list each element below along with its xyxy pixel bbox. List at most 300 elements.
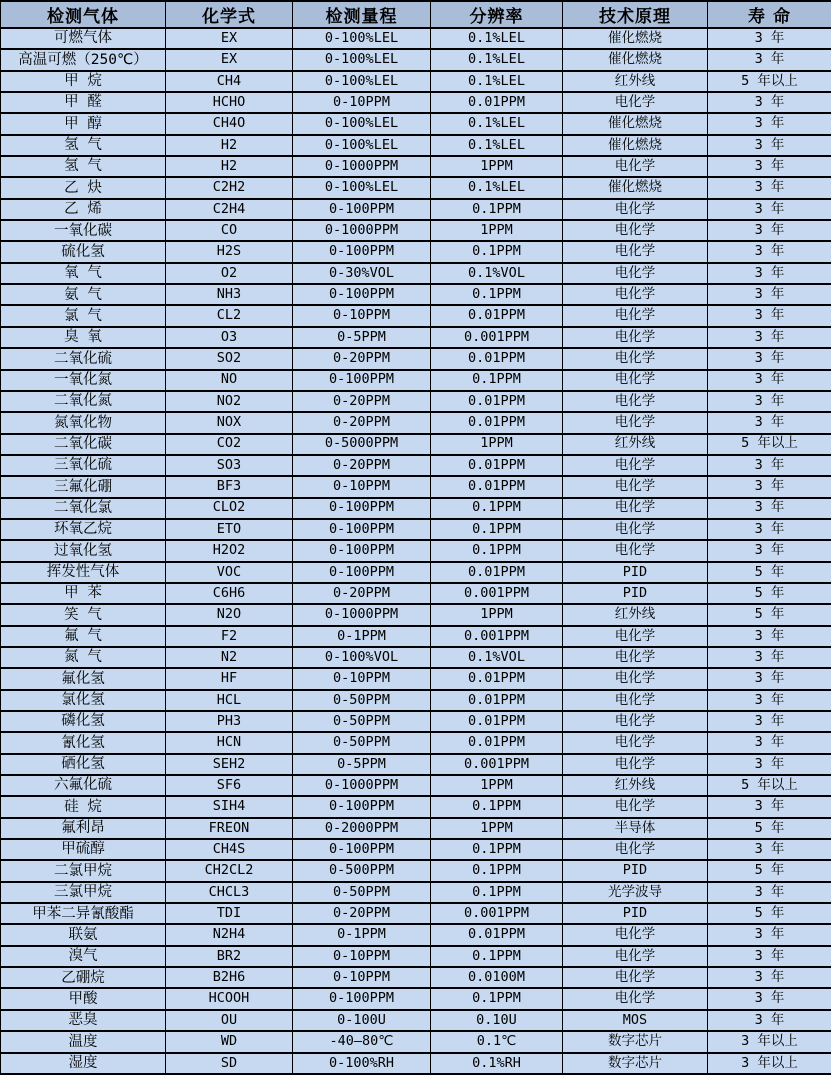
table-row xyxy=(1,49,831,70)
cell-formula: CH4O xyxy=(166,113,293,134)
cell-range: 0-100PPM xyxy=(293,540,431,561)
cell-gas: 环氧乙烷 xyxy=(1,519,166,540)
cell-principle: 电化学 xyxy=(563,839,708,860)
cell-gas: 氮 气 xyxy=(1,647,166,668)
cell-range: 0-100PPM xyxy=(293,562,431,583)
cell-resolution: 0.1PPM xyxy=(431,796,563,817)
cell-resolution: 0.01PPM xyxy=(431,391,563,412)
cell-gas: 二氧化氯 xyxy=(1,498,166,519)
cell-lifespan: 3 年 xyxy=(708,946,831,967)
cell-resolution: 0.01PPM xyxy=(431,92,563,113)
table-row xyxy=(1,946,831,967)
cell-principle: 红外线 xyxy=(563,71,708,92)
cell-lifespan: 3 年 xyxy=(708,391,831,412)
cell-formula: NO2 xyxy=(166,391,293,412)
cell-lifespan: 3 年 xyxy=(708,241,831,262)
cell-principle: 电化学 xyxy=(563,540,708,561)
cell-formula: H2O2 xyxy=(166,540,293,561)
cell-gas: 乙硼烷 xyxy=(1,967,166,988)
cell-range: 0-100PPM xyxy=(293,498,431,519)
cell-gas: 可燃气体 xyxy=(1,28,166,49)
cell-principle: 电化学 xyxy=(563,412,708,433)
cell-lifespan: 3 年 xyxy=(708,732,831,753)
cell-range: 0-1PPM xyxy=(293,924,431,945)
cell-gas: 溴气 xyxy=(1,946,166,967)
cell-gas: 三氟化硼 xyxy=(1,476,166,497)
cell-formula: H2S xyxy=(166,241,293,262)
cell-range: 0-500PPM xyxy=(293,860,431,881)
cell-principle: 电化学 xyxy=(563,391,708,412)
table-row xyxy=(1,412,831,433)
cell-formula: O3 xyxy=(166,327,293,348)
cell-lifespan: 3 年 xyxy=(708,647,831,668)
cell-range: 0-100PPM xyxy=(293,988,431,1009)
cell-principle: 红外线 xyxy=(563,775,708,796)
table-row xyxy=(1,519,831,540)
cell-gas: 乙 炔 xyxy=(1,177,166,198)
table-row xyxy=(1,732,831,753)
column-header-formula: 化学式 xyxy=(166,1,293,28)
table-row xyxy=(1,220,831,241)
cell-resolution: 0.1PPM xyxy=(431,988,563,1009)
cell-range: 0-20PPM xyxy=(293,412,431,433)
table-row xyxy=(1,1053,831,1075)
cell-principle: 红外线 xyxy=(563,604,708,625)
cell-range: 0-100PPM xyxy=(293,199,431,220)
cell-principle: 电化学 xyxy=(563,199,708,220)
cell-gas: 甲硫醇 xyxy=(1,839,166,860)
table-row xyxy=(1,583,831,604)
cell-lifespan: 5 年 xyxy=(708,562,831,583)
cell-range: 0-20PPM xyxy=(293,391,431,412)
cell-lifespan: 3 年以上 xyxy=(708,1031,831,1052)
cell-principle: 催化燃烧 xyxy=(563,49,708,70)
cell-formula: N2 xyxy=(166,647,293,668)
cell-gas: 甲 苯 xyxy=(1,583,166,604)
cell-formula: H2 xyxy=(166,156,293,177)
table-row xyxy=(1,647,831,668)
cell-lifespan: 3 年 xyxy=(708,220,831,241)
cell-range: 0-100%LEL xyxy=(293,135,431,156)
table-row xyxy=(1,1010,831,1031)
cell-range: 0-100PPM xyxy=(293,839,431,860)
cell-gas: 氢 气 xyxy=(1,156,166,177)
cell-formula: SO3 xyxy=(166,455,293,476)
cell-principle: 电化学 xyxy=(563,946,708,967)
cell-formula: SIH4 xyxy=(166,796,293,817)
cell-principle: 催化燃烧 xyxy=(563,177,708,198)
cell-lifespan: 5 年以上 xyxy=(708,71,831,92)
cell-range: 0-100U xyxy=(293,1010,431,1031)
cell-resolution: 0.01PPM xyxy=(431,690,563,711)
cell-formula: N2H4 xyxy=(166,924,293,945)
cell-formula: PH3 xyxy=(166,711,293,732)
cell-principle: 电化学 xyxy=(563,220,708,241)
cell-formula: CO2 xyxy=(166,434,293,455)
cell-resolution: 0.1%VOL xyxy=(431,263,563,284)
table-row xyxy=(1,156,831,177)
cell-range: 0-10PPM xyxy=(293,476,431,497)
cell-formula: C2H2 xyxy=(166,177,293,198)
table-row xyxy=(1,690,831,711)
cell-lifespan: 3 年 xyxy=(708,412,831,433)
cell-range: 0-5PPM xyxy=(293,754,431,775)
cell-range: 0-100PPM xyxy=(293,519,431,540)
table-row xyxy=(1,476,831,497)
cell-principle: 电化学 xyxy=(563,327,708,348)
cell-resolution: 0.001PPM xyxy=(431,583,563,604)
cell-lifespan: 3 年 xyxy=(708,284,831,305)
cell-principle: 半导体 xyxy=(563,818,708,839)
cell-range: 0-10PPM xyxy=(293,946,431,967)
cell-resolution: 0.1PPM xyxy=(431,860,563,881)
cell-resolution: 0.10U xyxy=(431,1010,563,1031)
cell-lifespan: 5 年 xyxy=(708,818,831,839)
cell-lifespan: 5 年 xyxy=(708,583,831,604)
cell-resolution: 0.01PPM xyxy=(431,924,563,945)
cell-lifespan: 3 年 xyxy=(708,924,831,945)
cell-gas: 甲 醛 xyxy=(1,92,166,113)
table-row xyxy=(1,818,831,839)
cell-gas: 甲 烷 xyxy=(1,71,166,92)
cell-gas: 乙 烯 xyxy=(1,199,166,220)
cell-lifespan: 5 年以上 xyxy=(708,775,831,796)
cell-resolution: 0.1PPM xyxy=(431,519,563,540)
cell-gas: 磷化氢 xyxy=(1,711,166,732)
table-row xyxy=(1,199,831,220)
cell-formula: HCHO xyxy=(166,92,293,113)
cell-gas: 氢 气 xyxy=(1,135,166,156)
cell-lifespan: 5 年以上 xyxy=(708,434,831,455)
cell-gas: 甲 醇 xyxy=(1,113,166,134)
cell-gas: 氧 气 xyxy=(1,263,166,284)
cell-formula: C6H6 xyxy=(166,583,293,604)
column-header-range: 检测量程 xyxy=(293,1,431,28)
cell-lifespan: 3 年 xyxy=(708,305,831,326)
cell-resolution: 0.1PPM xyxy=(431,370,563,391)
cell-principle: 电化学 xyxy=(563,647,708,668)
cell-formula: HCL xyxy=(166,690,293,711)
cell-gas: 温度 xyxy=(1,1031,166,1052)
cell-resolution: 0.1%LEL xyxy=(431,49,563,70)
cell-gas: 挥发性气体 xyxy=(1,562,166,583)
cell-resolution: 1PPM xyxy=(431,156,563,177)
cell-range: 0-10PPM xyxy=(293,668,431,689)
column-header-lifespan: 寿 命 xyxy=(708,1,831,28)
cell-formula: CLO2 xyxy=(166,498,293,519)
table-row xyxy=(1,796,831,817)
cell-formula: BR2 xyxy=(166,946,293,967)
table-row xyxy=(1,754,831,775)
table-row xyxy=(1,434,831,455)
cell-lifespan: 5 年 xyxy=(708,860,831,881)
cell-lifespan: 3 年 xyxy=(708,135,831,156)
cell-gas: 氟 气 xyxy=(1,626,166,647)
cell-lifespan: 3 年 xyxy=(708,668,831,689)
cell-principle: 电化学 xyxy=(563,924,708,945)
cell-formula: CH4S xyxy=(166,839,293,860)
cell-resolution: 0.1PPM xyxy=(431,946,563,967)
cell-range: 0-1000PPM xyxy=(293,156,431,177)
cell-resolution: 0.1%LEL xyxy=(431,135,563,156)
cell-gas: 氟化氢 xyxy=(1,668,166,689)
cell-range: 0-20PPM xyxy=(293,455,431,476)
cell-gas: 笑 气 xyxy=(1,604,166,625)
cell-gas: 恶臭 xyxy=(1,1010,166,1031)
cell-lifespan: 5 年 xyxy=(708,604,831,625)
column-header-principle: 技术原理 xyxy=(563,1,708,28)
table-row xyxy=(1,668,831,689)
cell-range: 0-5000PPM xyxy=(293,434,431,455)
cell-range: 0-20PPM xyxy=(293,583,431,604)
cell-lifespan: 3 年 xyxy=(708,113,831,134)
cell-principle: 电化学 xyxy=(563,988,708,1009)
cell-gas: 三氯甲烷 xyxy=(1,882,166,903)
cell-principle: 催化燃烧 xyxy=(563,135,708,156)
cell-range: 0-10PPM xyxy=(293,967,431,988)
table-row xyxy=(1,135,831,156)
cell-range: 0-100PPM xyxy=(293,241,431,262)
cell-gas: 氯 气 xyxy=(1,305,166,326)
cell-gas: 高温可燃（250℃） xyxy=(1,49,166,70)
cell-formula: SF6 xyxy=(166,775,293,796)
cell-principle: PID xyxy=(563,903,708,924)
cell-lifespan: 3 年 xyxy=(708,754,831,775)
cell-formula: CH2CL2 xyxy=(166,860,293,881)
cell-resolution: 1PPM xyxy=(431,220,563,241)
cell-principle: PID xyxy=(563,860,708,881)
cell-range: 0-100%LEL xyxy=(293,28,431,49)
cell-formula: CH4 xyxy=(166,71,293,92)
cell-principle: 电化学 xyxy=(563,92,708,113)
cell-range: 0-1000PPM xyxy=(293,775,431,796)
cell-lifespan: 3 年 xyxy=(708,519,831,540)
cell-range: 0-50PPM xyxy=(293,690,431,711)
table-row xyxy=(1,903,831,924)
cell-lifespan: 3 年 xyxy=(708,626,831,647)
cell-resolution: 1PPM xyxy=(431,604,563,625)
cell-formula: H2 xyxy=(166,135,293,156)
cell-resolution: 0.01PPM xyxy=(431,412,563,433)
cell-resolution: 1PPM xyxy=(431,818,563,839)
cell-range: 0-50PPM xyxy=(293,711,431,732)
cell-range: 0-50PPM xyxy=(293,882,431,903)
cell-gas: 湿度 xyxy=(1,1053,166,1075)
cell-principle: 电化学 xyxy=(563,668,708,689)
cell-gas: 六氟化硫 xyxy=(1,775,166,796)
cell-range: 0-20PPM xyxy=(293,348,431,369)
cell-lifespan: 3 年 xyxy=(708,988,831,1009)
cell-principle: 电化学 xyxy=(563,711,708,732)
cell-range: 0-50PPM xyxy=(293,732,431,753)
cell-principle: 电化学 xyxy=(563,690,708,711)
cell-principle: 电化学 xyxy=(563,156,708,177)
cell-range: 0-100%LEL xyxy=(293,49,431,70)
cell-range: 0-1000PPM xyxy=(293,604,431,625)
cell-resolution: 0.001PPM xyxy=(431,903,563,924)
cell-formula: HCOOH xyxy=(166,988,293,1009)
cell-lifespan: 3 年 xyxy=(708,839,831,860)
cell-formula: EX xyxy=(166,49,293,70)
table-row xyxy=(1,540,831,561)
header-row xyxy=(1,1,831,28)
cell-lifespan: 3 年 xyxy=(708,177,831,198)
table-row xyxy=(1,71,831,92)
cell-principle: 光学波导 xyxy=(563,882,708,903)
cell-formula: F2 xyxy=(166,626,293,647)
cell-formula: N2O xyxy=(166,604,293,625)
cell-gas: 一氧化氮 xyxy=(1,370,166,391)
cell-gas: 硅 烷 xyxy=(1,796,166,817)
table-row xyxy=(1,562,831,583)
cell-resolution: 0.1PPM xyxy=(431,540,563,561)
cell-lifespan: 5 年 xyxy=(708,903,831,924)
cell-lifespan: 3 年 xyxy=(708,690,831,711)
cell-gas: 硫化氢 xyxy=(1,241,166,262)
cell-range: 0-1000PPM xyxy=(293,220,431,241)
cell-resolution: 0.1%RH xyxy=(431,1053,563,1075)
table-row xyxy=(1,455,831,476)
table-row xyxy=(1,391,831,412)
cell-principle: 电化学 xyxy=(563,284,708,305)
cell-range: 0-100PPM xyxy=(293,796,431,817)
cell-gas: 二氧化硫 xyxy=(1,348,166,369)
cell-formula: NO xyxy=(166,370,293,391)
cell-gas: 氟利昂 xyxy=(1,818,166,839)
cell-gas: 硒化氢 xyxy=(1,754,166,775)
table-row xyxy=(1,305,831,326)
cell-principle: 电化学 xyxy=(563,732,708,753)
table-row xyxy=(1,839,831,860)
cell-principle: MOS xyxy=(563,1010,708,1031)
cell-formula: O2 xyxy=(166,263,293,284)
cell-gas: 甲苯二异氰酸酯 xyxy=(1,903,166,924)
cell-formula: NOX xyxy=(166,412,293,433)
cell-gas: 氯化氢 xyxy=(1,690,166,711)
cell-lifespan: 3 年 xyxy=(708,327,831,348)
cell-resolution: 0.01PPM xyxy=(431,348,563,369)
cell-gas: 二氧化碳 xyxy=(1,434,166,455)
cell-resolution: 0.1PPM xyxy=(431,498,563,519)
table-row xyxy=(1,284,831,305)
cell-range: 0-100%RH xyxy=(293,1053,431,1075)
cell-formula: TDI xyxy=(166,903,293,924)
table-row xyxy=(1,370,831,391)
cell-gas: 甲酸 xyxy=(1,988,166,1009)
cell-resolution: 0.1%LEL xyxy=(431,28,563,49)
cell-range: 0-1PPM xyxy=(293,626,431,647)
cell-gas: 二氧化氮 xyxy=(1,391,166,412)
table-row xyxy=(1,604,831,625)
cell-range: 0-2000PPM xyxy=(293,818,431,839)
cell-lifespan: 3 年 xyxy=(708,711,831,732)
cell-lifespan: 3 年 xyxy=(708,49,831,70)
table-row xyxy=(1,860,831,881)
cell-lifespan: 3 年 xyxy=(708,476,831,497)
cell-principle: 电化学 xyxy=(563,348,708,369)
table-row xyxy=(1,327,831,348)
cell-range: 0-100PPM xyxy=(293,370,431,391)
cell-resolution: 0.1PPM xyxy=(431,839,563,860)
cell-gas: 过氧化氢 xyxy=(1,540,166,561)
cell-formula: EX xyxy=(166,28,293,49)
cell-formula: WD xyxy=(166,1031,293,1052)
cell-formula: BF3 xyxy=(166,476,293,497)
cell-lifespan: 3 年 xyxy=(708,92,831,113)
cell-range: 0-10PPM xyxy=(293,305,431,326)
table-row xyxy=(1,882,831,903)
cell-principle: 电化学 xyxy=(563,967,708,988)
cell-lifespan: 3 年 xyxy=(708,263,831,284)
cell-resolution: 0.01PPM xyxy=(431,455,563,476)
cell-resolution: 0.1%LEL xyxy=(431,71,563,92)
cell-resolution: 0.001PPM xyxy=(431,754,563,775)
cell-lifespan: 3 年 xyxy=(708,28,831,49)
cell-resolution: 0.001PPM xyxy=(431,327,563,348)
cell-resolution: 0.01PPM xyxy=(431,668,563,689)
cell-resolution: 0.1PPM xyxy=(431,241,563,262)
cell-lifespan: 3 年 xyxy=(708,882,831,903)
cell-resolution: 1PPM xyxy=(431,434,563,455)
cell-resolution: 0.01PPM xyxy=(431,711,563,732)
cell-principle: 电化学 xyxy=(563,305,708,326)
table-header xyxy=(1,1,831,28)
column-header-resolution: 分辨率 xyxy=(431,1,563,28)
cell-formula: CHCL3 xyxy=(166,882,293,903)
cell-formula: SO2 xyxy=(166,348,293,369)
table-row xyxy=(1,113,831,134)
table-row xyxy=(1,263,831,284)
cell-lifespan: 3 年 xyxy=(708,1010,831,1031)
table-row xyxy=(1,177,831,198)
cell-gas: 联氨 xyxy=(1,924,166,945)
cell-formula: HCN xyxy=(166,732,293,753)
table-row xyxy=(1,711,831,732)
cell-resolution: 0.0100M xyxy=(431,967,563,988)
cell-formula: VOC xyxy=(166,562,293,583)
cell-resolution: 0.1PPM xyxy=(431,199,563,220)
cell-gas: 臭 氧 xyxy=(1,327,166,348)
cell-formula: FREON xyxy=(166,818,293,839)
cell-gas: 二氯甲烷 xyxy=(1,860,166,881)
cell-principle: 催化燃烧 xyxy=(563,28,708,49)
cell-range: 0-100%LEL xyxy=(293,71,431,92)
table-row xyxy=(1,498,831,519)
table-row xyxy=(1,626,831,647)
cell-range: 0-30%VOL xyxy=(293,263,431,284)
cell-resolution: 0.01PPM xyxy=(431,732,563,753)
cell-gas: 氨 气 xyxy=(1,284,166,305)
cell-principle: 电化学 xyxy=(563,519,708,540)
cell-resolution: 0.01PPM xyxy=(431,562,563,583)
cell-resolution: 0.01PPM xyxy=(431,476,563,497)
cell-range: 0-5PPM xyxy=(293,327,431,348)
cell-range: 0-100%LEL xyxy=(293,177,431,198)
cell-resolution: 0.1%LEL xyxy=(431,177,563,198)
cell-formula: SEH2 xyxy=(166,754,293,775)
cell-principle: 数字芯片 xyxy=(563,1053,708,1075)
cell-resolution: 0.01PPM xyxy=(431,305,563,326)
column-header-gas: 检测气体 xyxy=(1,1,166,28)
table-row xyxy=(1,924,831,945)
cell-principle: 电化学 xyxy=(563,498,708,519)
cell-gas: 一氧化碳 xyxy=(1,220,166,241)
cell-formula: ETO xyxy=(166,519,293,540)
cell-range: -40—80℃ xyxy=(293,1031,431,1052)
cell-principle: 电化学 xyxy=(563,370,708,391)
cell-formula: C2H4 xyxy=(166,199,293,220)
table-row xyxy=(1,92,831,113)
